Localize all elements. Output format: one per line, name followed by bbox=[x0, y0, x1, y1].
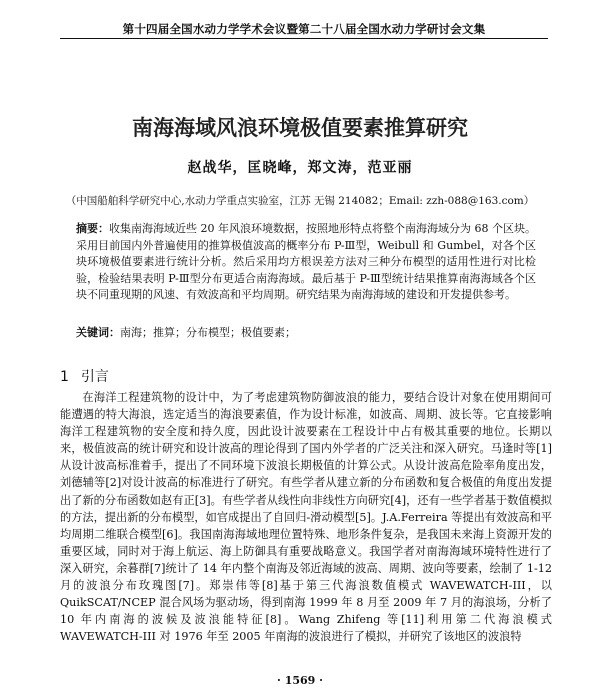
section-number: 1 bbox=[60, 369, 69, 385]
body-paragraph: 在海洋工程建筑物的设计中，为了考虑建筑物防御波浪的能力，要结合设计对象在使用期间可能遭遇的特大海浪，选定适当的海浪要素值，作为设计标准，如波高、周期、波长等。它直接影响海洋工程建筑物的安全度和持久度，因此设计波要素在工程设计中占有极其重要的地位。长期以来，极值波高的统计研究和设计波高的理论得到了国内外学者的广泛关注和深入研究。马逢时等[1]从设计波高标准着手，提出了不同环境下波浪长期极值的计算公式。从设计波高危险率角度出发，刘德辅等[2]对设计波高的标准进行了研究。有些学者从建立新的分布函数和复合极值的角度出发提出了新的分布函数如赵有正[3]。有些学者从线性向非线性方向研究[4]，还有一些学者基于数值模拟的方法，提出新的分布模型，如官成提出了自回归-滑动模型[5]。J.A.Ferreira 等提出有效波高和平均周期二维联合模型[6]。我国南海海域地理位置特殊、地形条件复杂，是我国未来海上资源开发的重要区域，同时对于海上航运、海上防御具有重要战略意义。我国学者对南海海域环境特性进行了深入研究，余暮群[7]统计了 14 年内整个南海及邻近海域的波高、周期、波向等要素，绘制了 1-12 月的波浪分布玫瑰图[7]。郑崇伟等[8]基于第三代海浪数值模式 WAVEWATCH-III，以 QuikSCAT/NCEP 混合风场为驱动场，得到南海 1999 年 8 月至 2009 年 7 月的海浪场，分析了 10 年内南海的波候及波浪能特征[8]。Wang Zhifeng 等[11]利用第二代海浪模式 WAVEWATCH-III 对 1976 年至 2005 年南海的波浪进行了模拟，并研究了该地区的波浪特 bbox=[60, 391, 552, 644]
page-number: · 1569 · bbox=[277, 674, 323, 687]
author-list: 赵战华，匡晓峰，郑文涛，范亚丽 bbox=[187, 160, 413, 176]
keywords-text: 南海；推算；分布模型；极值要素； bbox=[120, 326, 296, 339]
header-rule bbox=[60, 38, 548, 39]
affiliation: （中国船舶科学研究中心,水动力学重点实验室，江苏 无锡 214082；Email: zzh-088@163.com） bbox=[65, 195, 535, 207]
abstract-label: 摘要： bbox=[76, 222, 110, 235]
abstract bbox=[76, 221, 536, 304]
keywords-label: 关键词： bbox=[76, 326, 120, 339]
section-heading bbox=[60, 366, 109, 386]
paper-title: 南海海域风浪环境极值要素推算研究 bbox=[132, 116, 468, 140]
abstract-text: 收集南海海域近些 20 年风浪环境数据，按照地形特点将整个南海海域分为 68 个区块。采用目前国内外普遍使用的推算极值波高的概率分布 P-Ⅲ型，Weibull 和 Gumbel，对各个区块环境极值要素进行统计分析。然后采用均方根误差方法对三种分布模型的适用性进行对比检验，检验结果表明 P-Ⅲ型分布更适合南海海域。最后基于 P-Ⅲ型统计结果推算南海海域各个区块不同重现期的风速、有效波高和平均周期。研究结果为南海海域的建设和开发提供参考。 bbox=[76, 222, 537, 302]
section-title: 引言 bbox=[80, 369, 109, 385]
keywords bbox=[76, 325, 536, 341]
running-header: 第十四届全国水动力学学术会议暨第二十八届全国水动力学研讨会文集 bbox=[122, 22, 486, 36]
